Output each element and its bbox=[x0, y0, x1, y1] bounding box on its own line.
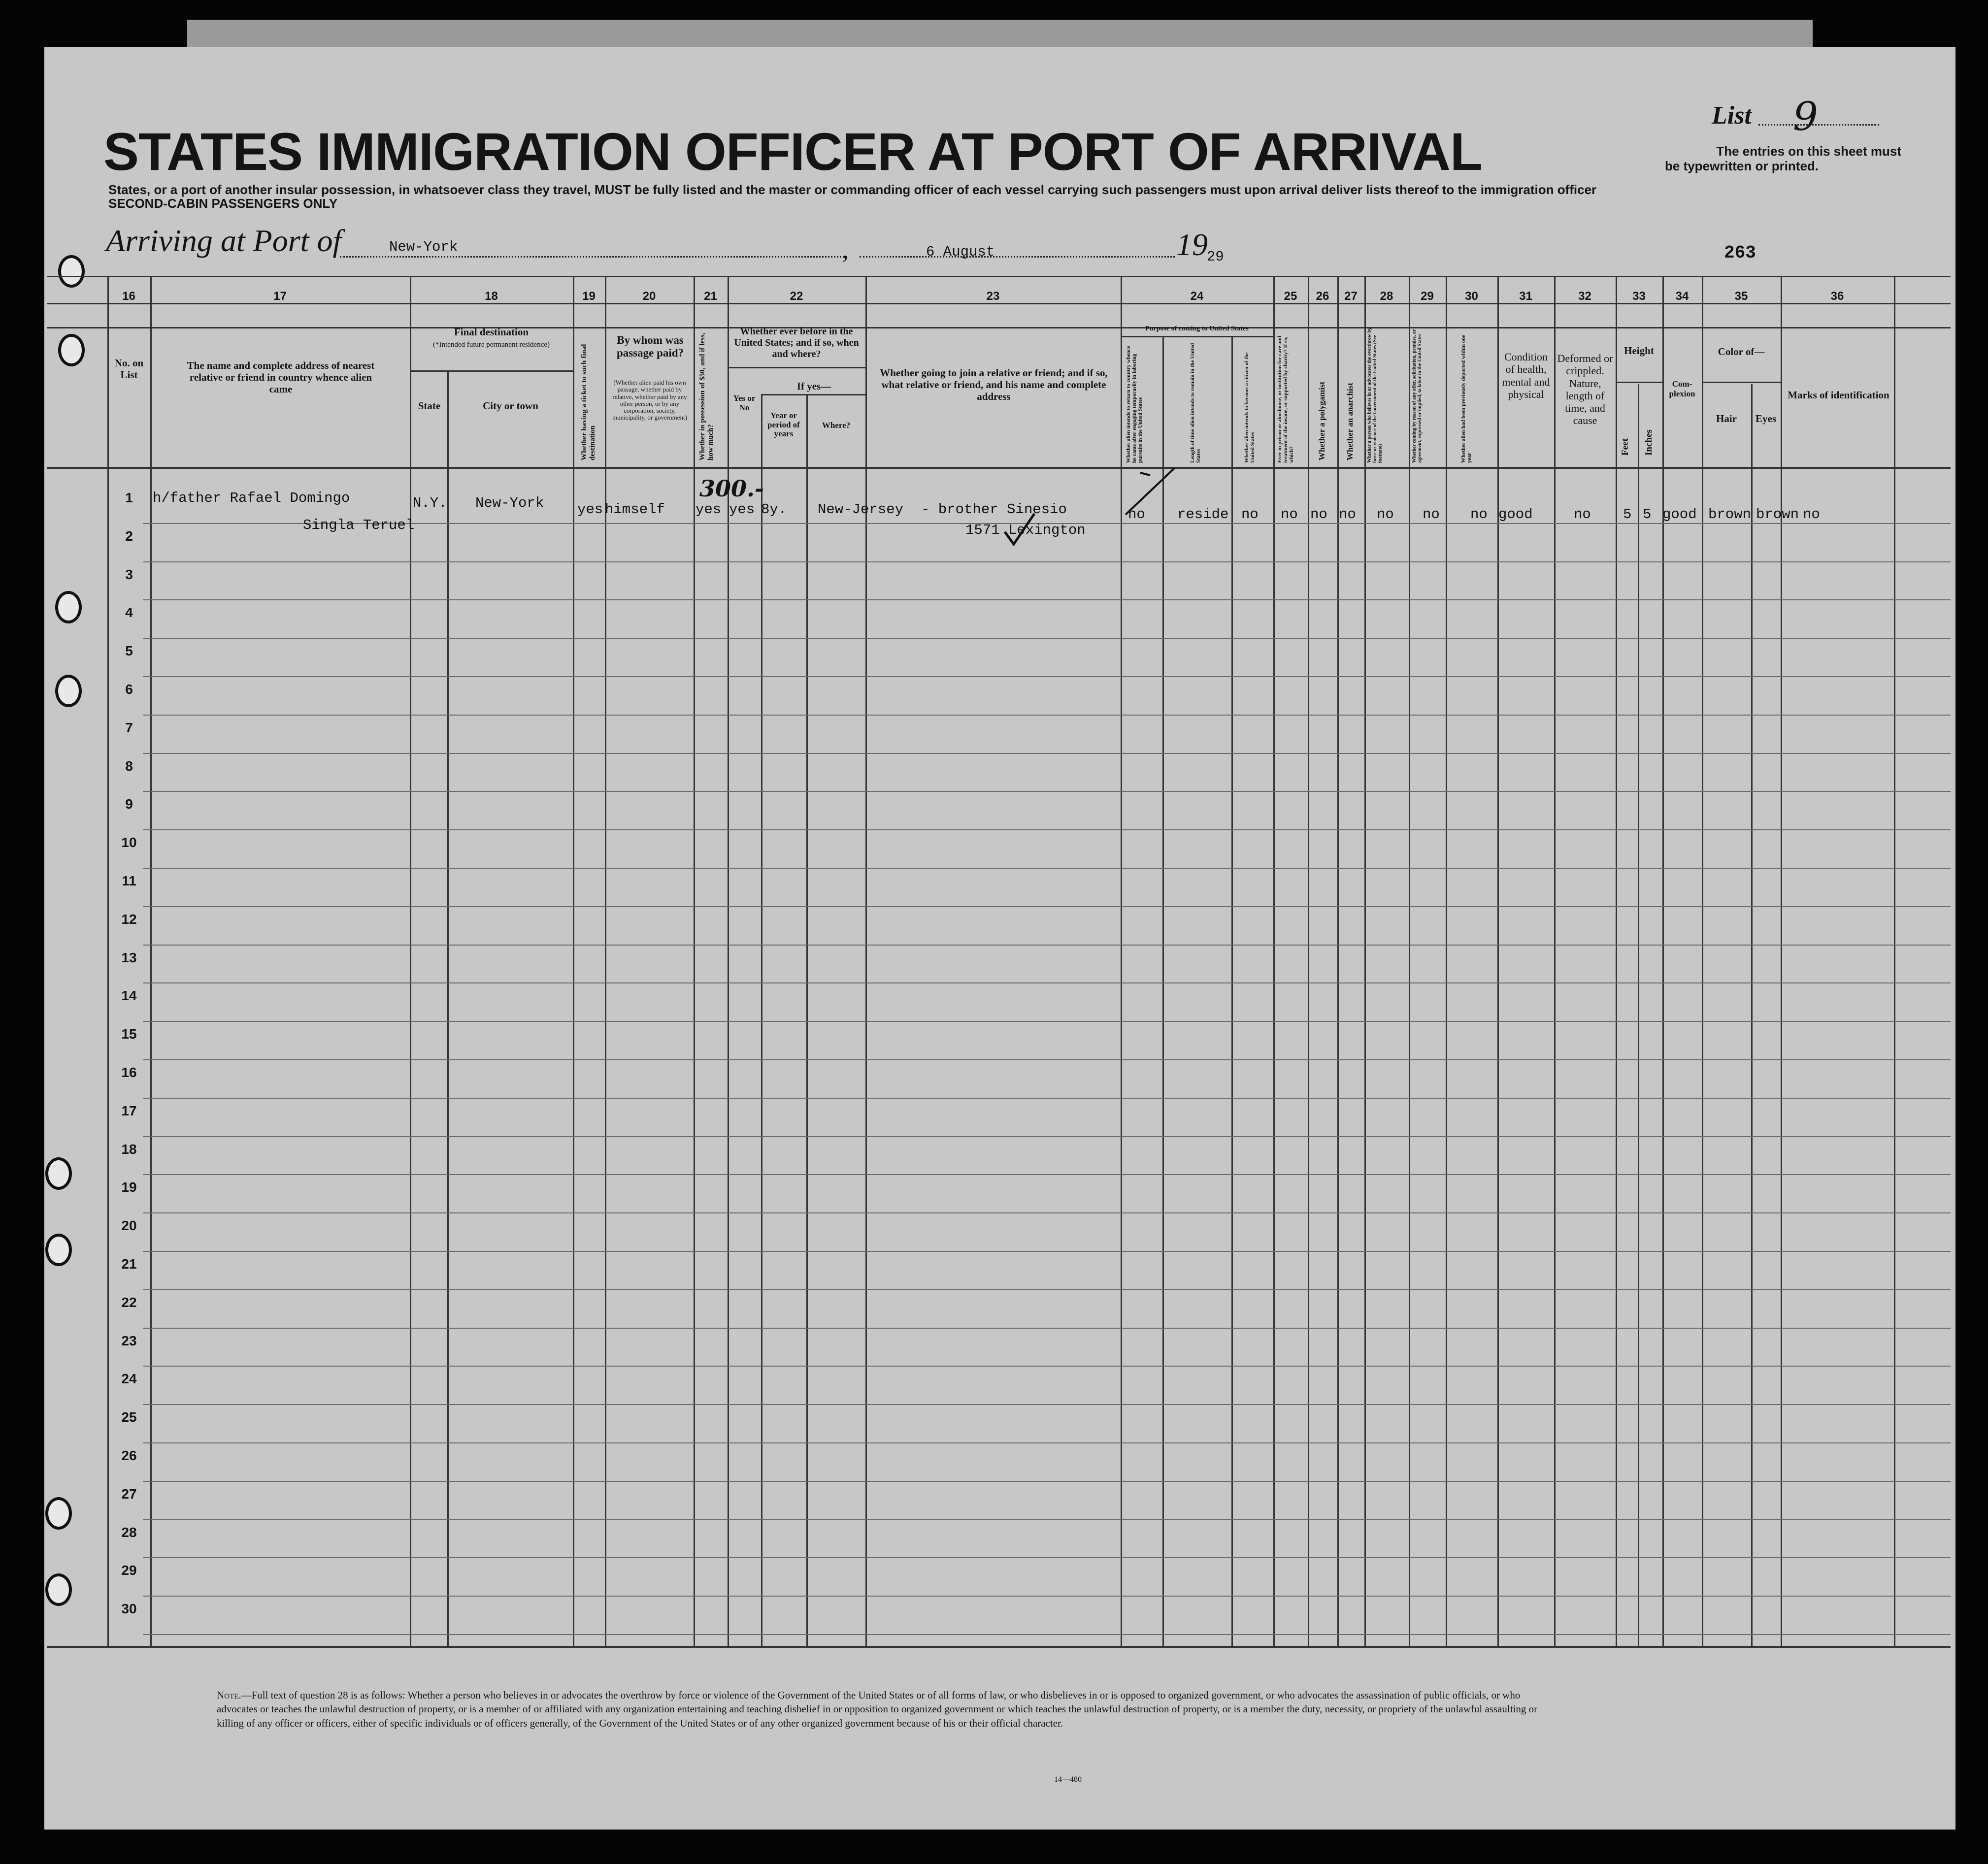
column-number: 33 bbox=[1632, 290, 1646, 303]
row-line bbox=[143, 1021, 1951, 1022]
row-line bbox=[143, 791, 1951, 792]
row-line bbox=[143, 1212, 1951, 1213]
arriving-label: Arriving at Port of bbox=[106, 223, 342, 258]
entry-feet: 5 bbox=[1623, 506, 1632, 523]
header-final-destination: Final destination bbox=[454, 326, 529, 338]
row-number: 21 bbox=[121, 1256, 137, 1272]
port-line bbox=[340, 256, 847, 258]
row-number: 8 bbox=[125, 758, 133, 774]
row-line bbox=[143, 982, 1951, 983]
entry-marks: no bbox=[1803, 506, 1820, 523]
column-number: 35 bbox=[1734, 290, 1748, 303]
row-line bbox=[143, 1059, 1951, 1060]
list-number: 9 bbox=[1793, 94, 1818, 139]
row-line bbox=[143, 1098, 1951, 1099]
entry-where: New-Jersey bbox=[818, 501, 904, 518]
subtitle-line: States, or a port of another insular possession, in whatsoever class they travel, MUST be fully listed and the master or commanding officer of each vessel carrying such passengers must upon arrival deliver lists thereof to the immigration officer bbox=[108, 182, 1597, 197]
header-ever-before: Whether ever before in the United States; and if so, when and where? bbox=[734, 326, 859, 360]
entry-state: N.Y. bbox=[413, 495, 447, 511]
entry-join-line1: - brother Sinesio bbox=[921, 501, 1067, 518]
entry-remain: reside bbox=[1177, 506, 1229, 523]
column-number: 23 bbox=[986, 290, 1000, 303]
column-number: 26 bbox=[1316, 290, 1329, 303]
footnote bbox=[217, 1688, 1547, 1730]
entry-relative-line2: Singla Teruel bbox=[303, 517, 415, 533]
row-number: 2 bbox=[125, 528, 133, 544]
entry-deported: no bbox=[1470, 506, 1488, 523]
entries-note-1: The entries on this sheet must bbox=[1716, 144, 1901, 159]
header-passage-paid-note: (Whether alien paid his own passage, whether paid by relative, whether paid by any other person, or by any corporation, society, municipality, or government) bbox=[612, 379, 687, 422]
row-line bbox=[143, 1481, 1951, 1482]
column-divider bbox=[410, 276, 411, 1647]
header-color-of: Color of— bbox=[1718, 346, 1765, 358]
column-number: 30 bbox=[1465, 290, 1478, 303]
row-line bbox=[143, 1289, 1951, 1290]
row-line bbox=[143, 676, 1951, 677]
header-height: Height bbox=[1624, 345, 1654, 357]
row-line bbox=[143, 638, 1951, 639]
header-contract: Whether coming by reason of any offer, solicitation, promise, or agreement, expressed or implied, to labor in the United States bbox=[1412, 329, 1423, 463]
column-divider bbox=[1446, 276, 1447, 1647]
date-line bbox=[860, 256, 1175, 258]
column-divider bbox=[1273, 276, 1275, 1647]
header-divider bbox=[47, 327, 1951, 328]
column-divider bbox=[1616, 276, 1617, 1647]
binder-hole-icon bbox=[55, 675, 82, 707]
header-health: Condition of health, mental and physical bbox=[1502, 351, 1550, 400]
column-divider bbox=[447, 372, 449, 1647]
column-number: 21 bbox=[704, 290, 717, 303]
check-mark-icon bbox=[1000, 510, 1039, 549]
entry-citizen: no bbox=[1241, 506, 1259, 523]
column-number: 18 bbox=[485, 290, 498, 303]
header-purpose-remain: Length of time alien intends to remain in the United States bbox=[1190, 343, 1202, 463]
header-purpose: Purpose of coming to United States bbox=[1145, 325, 1249, 332]
column-number: 27 bbox=[1344, 290, 1358, 303]
row-number: 23 bbox=[121, 1333, 137, 1348]
row-line bbox=[143, 1404, 1951, 1405]
column-number: 32 bbox=[1578, 290, 1591, 303]
entry-anarchist: no bbox=[1339, 506, 1356, 523]
column-number: 31 bbox=[1519, 290, 1532, 303]
comma-separator: , bbox=[842, 236, 849, 263]
row-number: 22 bbox=[121, 1294, 137, 1310]
header-inches: Inches bbox=[1644, 429, 1654, 456]
entry-fifty-annotation: 300.- bbox=[699, 475, 764, 502]
row-line bbox=[143, 1557, 1951, 1558]
column-divider bbox=[1308, 276, 1309, 1647]
row-number: 18 bbox=[121, 1141, 137, 1157]
row-number: 20 bbox=[121, 1218, 137, 1234]
page-number: 263 bbox=[1724, 243, 1756, 263]
entry-relative-line1: h/father Rafael Domingo bbox=[153, 490, 350, 506]
binder-hole-icon bbox=[45, 1497, 72, 1530]
column-divider bbox=[1894, 276, 1895, 1647]
column-divider bbox=[605, 276, 606, 1647]
header-deformed: Deformed or crippled. Nature, length of time, and cause bbox=[1557, 352, 1613, 427]
row-number: 25 bbox=[121, 1409, 137, 1425]
header-if-yes: If yes— bbox=[796, 380, 831, 392]
row-number: 4 bbox=[125, 605, 133, 621]
row-number: 10 bbox=[121, 835, 137, 850]
entry-period: 8y. bbox=[761, 501, 787, 518]
column-divider bbox=[107, 276, 109, 1647]
column-divider bbox=[1702, 276, 1703, 1647]
column-number: 25 bbox=[1284, 290, 1297, 303]
row-line bbox=[143, 1634, 1951, 1635]
footnote-label: Note. bbox=[217, 1689, 241, 1701]
header-deported: Whether alien had been previously deported within one year bbox=[1460, 334, 1473, 463]
entry-before: yes bbox=[729, 501, 755, 518]
row-line bbox=[143, 868, 1951, 869]
header-purpose-citizen: Whether alien intends to become a citizen of the United States bbox=[1244, 352, 1256, 463]
binder-hole-icon bbox=[58, 255, 85, 288]
column-divider bbox=[573, 276, 574, 1647]
binder-hole-icon bbox=[55, 591, 82, 623]
row-number: 16 bbox=[121, 1065, 137, 1080]
header-state: State bbox=[418, 400, 441, 412]
binder-hole-icon bbox=[45, 1157, 72, 1190]
column-number: 22 bbox=[790, 290, 803, 303]
entry-health: good bbox=[1498, 506, 1533, 523]
column-divider bbox=[1337, 276, 1339, 1647]
column-number: 17 bbox=[273, 290, 287, 303]
row-number: 15 bbox=[121, 1026, 137, 1042]
column-divider bbox=[1409, 276, 1410, 1647]
row-number: 29 bbox=[121, 1563, 137, 1578]
header-anarchist: Whether an anarchist bbox=[1345, 382, 1355, 460]
class-line: SECOND-CABIN PASSENGERS ONLY bbox=[108, 196, 338, 211]
column-number: 19 bbox=[582, 290, 596, 303]
entry-fifty: yes bbox=[696, 501, 722, 518]
column-number: 20 bbox=[642, 290, 656, 303]
page-title: STATES IMMIGRATION OFFICER AT PORT OF ARRIVAL bbox=[103, 122, 1482, 181]
entry-complexion: good bbox=[1662, 506, 1697, 523]
header-no-on-list: No. on List bbox=[114, 357, 144, 381]
header-ticket: Whether having a ticket to such final destination bbox=[580, 344, 596, 460]
column-number: 28 bbox=[1380, 290, 1393, 303]
row-number: 27 bbox=[121, 1486, 137, 1502]
year-suffix: 29 bbox=[1207, 249, 1224, 265]
column-divider bbox=[1231, 337, 1233, 1647]
port-value: New-York bbox=[389, 239, 458, 255]
row-line bbox=[143, 1328, 1951, 1329]
row-line bbox=[143, 1366, 1951, 1367]
header-subline bbox=[1616, 382, 1662, 383]
header-subline bbox=[728, 367, 865, 368]
binder-hole-icon bbox=[58, 334, 85, 366]
header-final-destination-note: (*Intended future permanent residence) bbox=[433, 341, 550, 349]
header-complexion: Com- plexion bbox=[1669, 379, 1695, 398]
header-prison: Ever in prison or almshouse, or institution for care and treatment of the insane, or supported by charity? If so, which? bbox=[1277, 335, 1295, 463]
row-line bbox=[143, 753, 1951, 754]
row-line bbox=[143, 945, 1951, 946]
row-number: 5 bbox=[125, 643, 133, 659]
date-value: 6 August bbox=[926, 244, 995, 260]
header-feet: Feet bbox=[1620, 438, 1630, 456]
row-line bbox=[143, 829, 1951, 830]
column-divider bbox=[1364, 276, 1366, 1647]
row-line bbox=[143, 715, 1951, 716]
row-number: 1 bbox=[125, 490, 133, 505]
list-number-line bbox=[1758, 124, 1879, 126]
row-number: 7 bbox=[125, 719, 133, 735]
entry-city: New-York bbox=[475, 495, 544, 511]
form-code: 14—480 bbox=[1054, 1775, 1082, 1784]
header-bottom-border bbox=[47, 467, 1951, 469]
header-subline bbox=[1702, 382, 1781, 383]
entry-hair: brown bbox=[1708, 506, 1752, 523]
entry-ticket: yes bbox=[577, 501, 603, 518]
entry-prison: no bbox=[1281, 506, 1298, 523]
row-line bbox=[143, 599, 1951, 600]
column-divider bbox=[1554, 276, 1556, 1647]
row-number: 26 bbox=[121, 1448, 137, 1463]
entry-return: no bbox=[1128, 506, 1145, 523]
entry-inches: 5 bbox=[1643, 506, 1652, 523]
column-number: 36 bbox=[1830, 290, 1844, 303]
row-number: 13 bbox=[121, 949, 137, 965]
row-line bbox=[143, 1136, 1951, 1137]
footnote-text: —Full text of question 28 is as follows: Whether a person who believes in or advocates the overthrow by force or violence of the Government of the United States or of all forms of law, or who disbelieves in or is opposed to organized government, or who advocates the assassination of public officials, or who advocates or teaches the unlawful destruction of property, or is a member of or affiliated with any organization entertaining and teaching disbelief in or opposition to organized government or which teaches the unlawful destruction of property, or is a member the duty, necessity, or propriety of the unlawful assaulting or killing of any officer or officers, either of specific individuals or of officers generally, of the Government of the United States or of any other organized government because of his or their official character. bbox=[217, 1689, 1538, 1729]
header-yes-or-no: Yes or No bbox=[733, 393, 756, 412]
binder-hole-icon bbox=[45, 1234, 72, 1266]
entry-eyes: brown bbox=[1756, 506, 1799, 523]
column-divider bbox=[1162, 337, 1164, 1647]
header-possession-50: Whether in possession of $50, and if less, how much? bbox=[698, 332, 715, 460]
entries-note-2: be typewritten or printed. bbox=[1665, 159, 1819, 173]
header-year-period: Year or period of years bbox=[767, 411, 800, 439]
header-polygamist: Whether a polygamist bbox=[1317, 381, 1326, 460]
row-number: 30 bbox=[121, 1601, 137, 1617]
row-line bbox=[143, 906, 1951, 907]
column-number: 34 bbox=[1675, 290, 1689, 303]
header-hair: Hair bbox=[1716, 413, 1737, 425]
entry-deformed: no bbox=[1574, 506, 1591, 523]
row-number: 9 bbox=[125, 796, 133, 812]
column-divider bbox=[150, 276, 152, 1647]
row-line bbox=[143, 1442, 1951, 1443]
column-divider bbox=[694, 276, 695, 1647]
entry-overthrow: no bbox=[1377, 506, 1394, 523]
header-subline bbox=[1121, 336, 1273, 337]
column-divider bbox=[1781, 276, 1782, 1647]
binder-hole-icon bbox=[45, 1573, 72, 1606]
year-prefix: 19 bbox=[1176, 227, 1208, 262]
header-overthrow: Whether a person who believes in or advocates the overthrow by force or violence of the Government of the United States (See footnote) bbox=[1367, 327, 1383, 463]
header-subline bbox=[761, 394, 865, 395]
row-line bbox=[143, 1519, 1951, 1520]
row-number: 6 bbox=[125, 682, 133, 697]
header-join-relative: Whether going to join a relative or friend; and if so, what relative or friend, and his name and complete address bbox=[880, 367, 1108, 403]
row-number: 24 bbox=[121, 1371, 137, 1387]
column-divider bbox=[1662, 276, 1664, 1647]
row-number: 11 bbox=[122, 873, 136, 888]
column-number: 16 bbox=[122, 290, 135, 303]
row-number: 14 bbox=[121, 988, 137, 1004]
row-number: 17 bbox=[121, 1103, 137, 1118]
column-number: 24 bbox=[1190, 290, 1204, 303]
header-eyes: Eyes bbox=[1756, 413, 1776, 425]
column-number: 29 bbox=[1421, 290, 1434, 303]
manifest-sheet bbox=[44, 47, 1955, 1830]
entry-polygamist: no bbox=[1310, 506, 1327, 523]
row-line bbox=[143, 1174, 1951, 1175]
row-number: 12 bbox=[121, 911, 137, 927]
header-nearest-relative: The name and complete address of nearest relative or friend in country whence alien came bbox=[187, 360, 375, 395]
check-mark-icon bbox=[1121, 465, 1180, 520]
column-divider bbox=[1638, 384, 1639, 1647]
column-divider bbox=[1751, 384, 1753, 1647]
header-city: City or town bbox=[483, 400, 538, 412]
column-divider bbox=[1497, 276, 1499, 1647]
header-subline bbox=[410, 370, 573, 372]
row-number: 3 bbox=[125, 566, 133, 582]
table-top-border bbox=[47, 276, 1951, 277]
row-line bbox=[143, 1251, 1951, 1252]
row-line bbox=[143, 561, 1951, 562]
entry-contract: no bbox=[1423, 506, 1440, 523]
column-divider bbox=[865, 276, 867, 1647]
list-label: List bbox=[1712, 101, 1752, 130]
row-line bbox=[143, 1596, 1951, 1597]
header-where: Where? bbox=[822, 421, 851, 430]
header-passage-paid: By whom was passage paid? bbox=[616, 334, 684, 360]
row-number: 19 bbox=[121, 1179, 137, 1195]
entry-paid-by: himself bbox=[605, 501, 665, 518]
header-purpose-return: Whether alien intends to return to country whence he came after engaging temporarily in laboring pursuits in the United States bbox=[1126, 346, 1144, 463]
entry-join-line2: 1571 Lexington bbox=[965, 522, 1086, 538]
table-bottom-border bbox=[47, 1646, 1951, 1648]
header-marks: Marks of identification bbox=[1788, 389, 1889, 401]
row-number: 28 bbox=[121, 1524, 137, 1540]
